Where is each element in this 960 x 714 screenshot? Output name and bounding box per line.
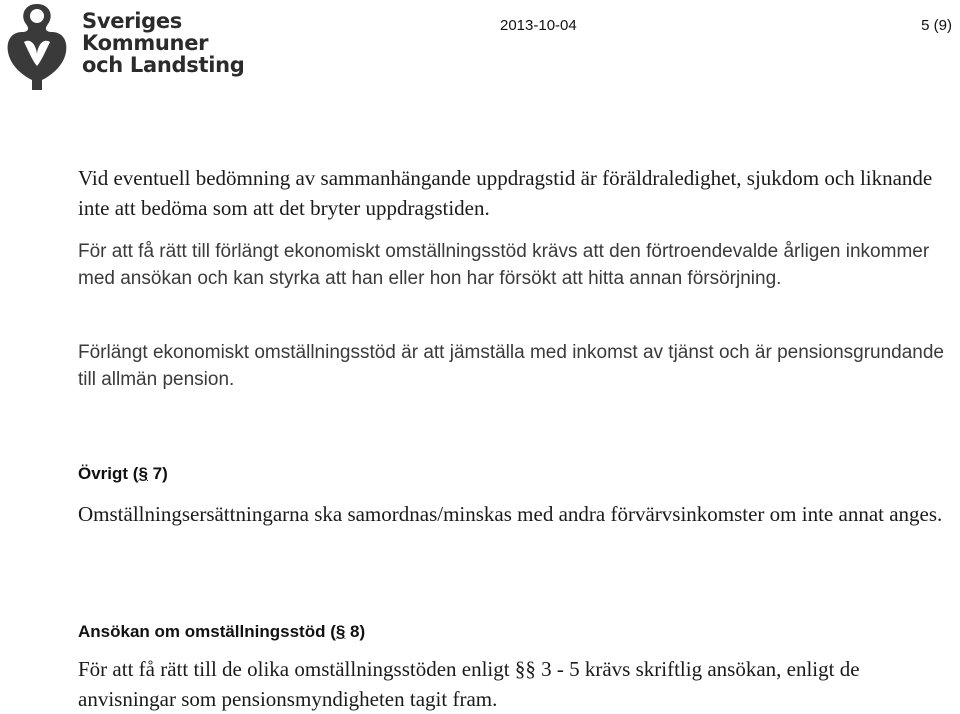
document-date: 2013-10-04 [500, 17, 577, 34]
heading-number: 7) [147, 464, 168, 483]
heading-number: 8) [345, 622, 366, 641]
logo-line-3: och Landsting [82, 53, 245, 77]
section-sign: § [335, 622, 346, 641]
paragraph-uppdragstid: Vid eventuell bedömning av sammanhängande uppdragstid är föräldraledighet, sjukdom och liknande inte att bedöma som att det bryter uppdragstiden. [78, 166, 933, 220]
section-sign: § [138, 464, 148, 483]
paragraph-samordning: Omställningsersättningarna ska samordnas/minskas med andra förvärvsinkomster om inte annat anges. [78, 502, 943, 526]
heading-text: Ansökan om omställningsstöd ( [78, 622, 336, 641]
logo-wordmark [82, 10, 245, 76]
section-heading-ansokan [78, 622, 365, 642]
page-number: 5 (9) [921, 17, 952, 34]
paragraph-forlangt-stod: För att få rätt till förlängt ekonomiskt omställningsstöd krävs att den förtroendevalde årligen inkommer med ansökan och kan styrka att han eller hon har försökt att hitta annan försörjning. [78, 241, 930, 289]
section-heading-ovrigt [78, 464, 168, 484]
skl-figure-logo-icon [2, 2, 72, 92]
paragraph-pensionsgrundande: Förlängt ekonomiskt omställningsstöd är att jämställa med inkomst av tjänst och är pensionsgrundande till allmän pension. [78, 342, 944, 390]
heading-text: Övrigt ( [78, 464, 139, 483]
logo-line-1: Sveriges [82, 9, 182, 33]
header-logo [2, 2, 245, 94]
paragraph-skriftlig-ansokan: För att få rätt till de olika omställningsstöden enligt §§ 3 - 5 krävs skriftlig ansökan, enligt de anvisningar som pensionsmyndigheten tagit fram. [78, 657, 860, 711]
logo-line-2: Kommuner [82, 31, 209, 55]
